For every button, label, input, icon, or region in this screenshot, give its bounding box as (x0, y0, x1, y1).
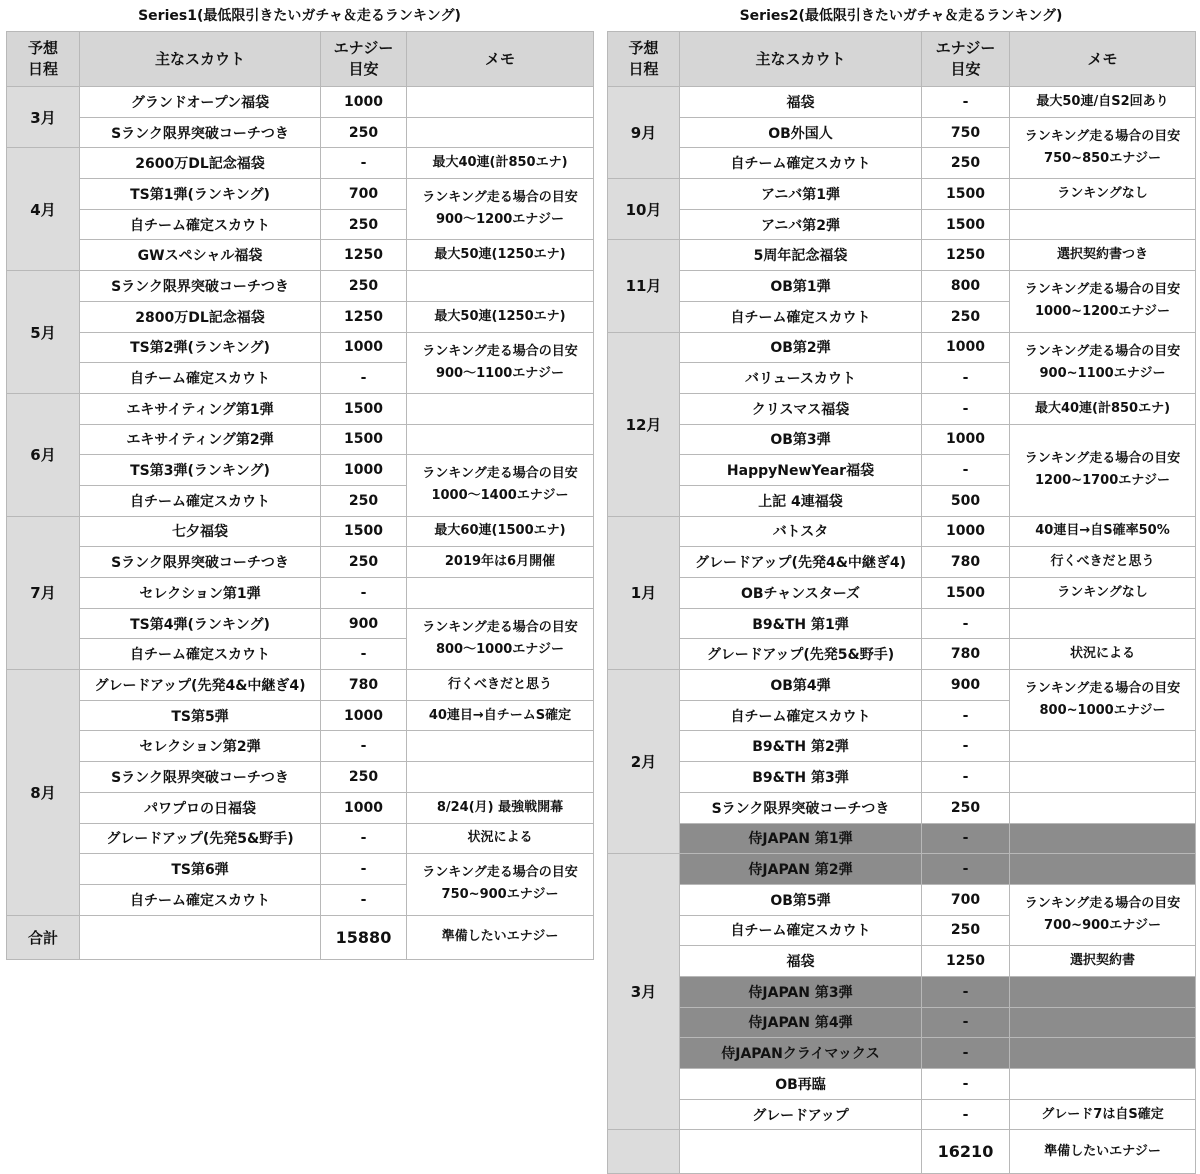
header-energy: エナジー 目安 (922, 32, 1010, 87)
energy-value: - (922, 854, 1010, 885)
month-label: 8月 (7, 670, 80, 916)
energy-value: 250 (922, 915, 1010, 946)
energy-value: 1000 (922, 424, 1010, 455)
memo-cell: グレード7は自S確定 (1010, 1099, 1196, 1130)
energy-value: - (922, 455, 1010, 486)
memo-cell (407, 117, 594, 148)
month-label: 10月 (608, 179, 680, 240)
memo-cell: 選択契約書 (1010, 946, 1196, 977)
table-row (608, 547, 1196, 578)
memo-cell (407, 762, 594, 793)
scout-name: 自チーム確定スカウト (80, 485, 321, 516)
scout-name: 自チーム確定スカウト (80, 363, 321, 394)
total-label: 合計 (7, 915, 80, 959)
scout-name: 自チーム確定スカウト (680, 148, 922, 179)
memo-cell: 状況による (1010, 639, 1196, 670)
energy-value: 750 (922, 117, 1010, 148)
energy-value: 1500 (922, 578, 1010, 609)
scout-name: 上記 4連福袋 (680, 485, 922, 516)
table-row (608, 1099, 1196, 1130)
scout-name: 福袋 (680, 946, 922, 977)
scout-name: OB第5弾 (680, 884, 922, 915)
scout-name: 自チーム確定スカウト (80, 639, 321, 670)
scout-name: OB第3弾 (680, 424, 922, 455)
table-row (608, 578, 1196, 609)
memo-cell: ランキングなし (1010, 179, 1196, 210)
memo-cell: 2019年は6月開催 (407, 547, 594, 578)
energy-value: - (922, 1007, 1010, 1038)
header-energy: エナジー 目安 (321, 32, 407, 87)
scout-name: GWスペシャル福袋 (80, 240, 321, 271)
table-row (7, 332, 594, 363)
header-scout: 主なスカウト (680, 32, 922, 87)
energy-value: - (922, 731, 1010, 762)
memo-cell: ランキング走る場合の目安 800〜1000エナジー (407, 608, 594, 669)
total-memo: 準備したいエナジー (407, 915, 594, 959)
total-label (608, 1130, 680, 1174)
memo-cell: ランキングなし (1010, 578, 1196, 609)
energy-value: - (321, 148, 407, 179)
series2-table (607, 31, 1196, 1174)
scout-name: グレードアップ(先発5&野手) (80, 823, 321, 854)
energy-value: - (922, 762, 1010, 793)
energy-value: 1250 (922, 240, 1010, 271)
memo-cell: ランキング走る場合の目安 750~900エナジー (407, 854, 594, 915)
total-memo: 準備したいエナジー (1010, 1130, 1196, 1174)
scout-name: TS第4弾(ランキング) (80, 608, 321, 639)
table-row (608, 946, 1196, 977)
table-row (7, 578, 594, 609)
scout-name: アニバ第2弾 (680, 209, 922, 240)
energy-value: 1500 (922, 209, 1010, 240)
memo-cell (1010, 823, 1196, 854)
memo-cell (1010, 854, 1196, 885)
energy-value: - (321, 884, 407, 915)
table-row (7, 148, 594, 179)
memo-cell: 最大60連(1500エナ) (407, 516, 594, 547)
memo-cell: 最大40連(計850エナ) (1010, 393, 1196, 424)
memo-cell: 40連目→自チームS確定 (407, 700, 594, 731)
scout-name: セレクション第1弾 (80, 578, 321, 609)
energy-value: 900 (922, 670, 1010, 701)
memo-cell: 8/24(月) 最強戦開幕 (407, 792, 594, 823)
energy-value: 1000 (321, 332, 407, 363)
scout-name: 侍JAPAN 第2弾 (680, 854, 922, 885)
scout-name: バリュースカウト (680, 363, 922, 394)
table-row (608, 516, 1196, 547)
memo-cell: 行くべきだと思う (1010, 547, 1196, 578)
energy-value: - (321, 363, 407, 394)
table-row (608, 393, 1196, 424)
total-blank (80, 915, 321, 959)
scout-name: TS第2弾(ランキング) (80, 332, 321, 363)
table-row (608, 1038, 1196, 1069)
table-row (608, 209, 1196, 240)
scout-name: 自チーム確定スカウト (80, 209, 321, 240)
table-row (608, 639, 1196, 670)
scout-name: パワプロの日福袋 (80, 792, 321, 823)
table-row (608, 823, 1196, 854)
energy-value: - (922, 608, 1010, 639)
energy-value: 700 (321, 179, 407, 210)
memo-cell (407, 271, 594, 302)
table-row (608, 1007, 1196, 1038)
scout-name: 5周年記念福袋 (680, 240, 922, 271)
table-row (7, 608, 594, 639)
table-row (608, 332, 1196, 363)
energy-value: 250 (321, 547, 407, 578)
table-row (7, 117, 594, 148)
energy-value: 250 (321, 762, 407, 793)
table-row (7, 731, 594, 762)
memo-cell: ランキング走る場合の目安 800~1000エナジー (1010, 670, 1196, 731)
memo-cell: 最大50連(1250エナ) (407, 301, 594, 332)
scout-name: OBチャンスターズ (680, 578, 922, 609)
energy-value: 1000 (922, 332, 1010, 363)
scout-name: OB外国人 (680, 117, 922, 148)
table-row (608, 976, 1196, 1007)
memo-cell: 行くべきだと思う (407, 670, 594, 701)
energy-value: - (922, 1038, 1010, 1069)
memo-cell: ランキング走る場合の目安 1200~1700エナジー (1010, 424, 1196, 516)
header-scout: 主なスカウト (80, 32, 321, 87)
scout-name: OB第4弾 (680, 670, 922, 701)
table-row (608, 762, 1196, 793)
scout-name: バトスタ (680, 516, 922, 547)
energy-value: - (321, 854, 407, 885)
memo-cell (407, 424, 594, 455)
memo-cell: ランキング走る場合の目安 900〜1200エナジー (407, 179, 594, 240)
energy-value: 900 (321, 608, 407, 639)
memo-cell (407, 393, 594, 424)
memo-cell (1010, 1069, 1196, 1100)
scout-name: 2600万DL記念福袋 (80, 148, 321, 179)
table-row (608, 271, 1196, 302)
scout-name: 七夕福袋 (80, 516, 321, 547)
month-label: 7月 (7, 516, 80, 669)
energy-value: - (922, 823, 1010, 854)
header-schedule: 予想 日程 (608, 32, 680, 87)
memo-cell: 最大50連(1250エナ) (407, 240, 594, 271)
energy-value: 250 (922, 792, 1010, 823)
table-row (608, 608, 1196, 639)
energy-value: - (922, 1069, 1010, 1100)
month-label: 11月 (608, 240, 680, 332)
energy-value: - (922, 976, 1010, 1007)
series2-caption: Series2(最低限引きたいガチャ＆走るランキング) (739, 8, 1063, 24)
memo-cell (1010, 209, 1196, 240)
energy-value: - (922, 87, 1010, 118)
total-energy: 16210 (922, 1130, 1010, 1174)
energy-value: 250 (922, 301, 1010, 332)
series1-body (7, 87, 594, 960)
scout-name: 自チーム確定スカウト (680, 301, 922, 332)
scout-name: 侍JAPAN 第3弾 (680, 976, 922, 1007)
header-memo: メモ (1010, 32, 1196, 87)
memo-cell: ランキング走る場合の目安 1000〜1400エナジー (407, 455, 594, 516)
scout-name: OB第1弾 (680, 271, 922, 302)
energy-value: 1000 (321, 455, 407, 486)
total-energy: 15880 (321, 915, 407, 959)
energy-value: 1000 (321, 700, 407, 731)
table-row (7, 240, 594, 271)
memo-cell (407, 87, 594, 118)
table-row (7, 516, 594, 547)
memo-cell (1010, 1038, 1196, 1069)
memo-cell (407, 731, 594, 762)
scout-name: セレクション第2弾 (80, 731, 321, 762)
memo-cell (1010, 762, 1196, 793)
table-row (7, 271, 594, 302)
scout-name: アニバ第1弾 (680, 179, 922, 210)
memo-cell: 選択契約書つき (1010, 240, 1196, 271)
memo-cell: ランキング走る場合の目安 1000~1200エナジー (1010, 271, 1196, 332)
energy-value: 1000 (321, 792, 407, 823)
energy-value: - (922, 393, 1010, 424)
energy-value: 1000 (321, 87, 407, 118)
energy-value: - (321, 578, 407, 609)
scout-name: B9&TH 第3弾 (680, 762, 922, 793)
scout-name: TS第1弾(ランキング) (80, 179, 321, 210)
scout-name: 福袋 (680, 87, 922, 118)
scout-name: TS第5弾 (80, 700, 321, 731)
table-row (7, 854, 594, 885)
table-row (7, 393, 594, 424)
energy-value: 250 (321, 271, 407, 302)
scout-name: グランドオープン福袋 (80, 87, 321, 118)
memo-cell: 状況による (407, 823, 594, 854)
table-row (608, 117, 1196, 148)
energy-value: 1250 (321, 301, 407, 332)
table-row (608, 240, 1196, 271)
month-label: 12月 (608, 332, 680, 516)
energy-value: 780 (922, 547, 1010, 578)
memo-cell: ランキング走る場合の目安 900〜1100エナジー (407, 332, 594, 393)
table-row (7, 700, 594, 731)
scout-name: 自チーム確定スカウト (680, 915, 922, 946)
table-row (7, 670, 594, 701)
energy-value: 1500 (321, 424, 407, 455)
scout-name: グレードアップ(先発4&中継ぎ4) (680, 547, 922, 578)
table-row (7, 179, 594, 210)
total-blank (680, 1130, 922, 1174)
scout-name: B9&TH 第2弾 (680, 731, 922, 762)
memo-cell (1010, 976, 1196, 1007)
energy-value: 780 (321, 670, 407, 701)
energy-value: 800 (922, 271, 1010, 302)
series2-panel (607, 0, 1195, 1174)
memo-cell: 最大50連/自S2回あり (1010, 87, 1196, 118)
series2-body (608, 87, 1196, 1174)
month-label: 3月 (608, 854, 680, 1130)
scout-name: Sランク限界突破コーチつき (80, 762, 321, 793)
energy-value: - (321, 639, 407, 670)
table-row (608, 792, 1196, 823)
table-row (608, 424, 1196, 455)
scout-name: TS第3弾(ランキング) (80, 455, 321, 486)
scout-name: OB第2弾 (680, 332, 922, 363)
energy-value: 780 (922, 639, 1010, 670)
energy-value: 250 (922, 148, 1010, 179)
energy-value: 1000 (922, 516, 1010, 547)
scout-name: OB再臨 (680, 1069, 922, 1100)
table-row (7, 792, 594, 823)
table-row (7, 823, 594, 854)
scout-name: 2800万DL記念福袋 (80, 301, 321, 332)
scout-name: Sランク限界突破コーチつき (80, 117, 321, 148)
energy-value: 1500 (321, 393, 407, 424)
energy-value: 1500 (922, 179, 1010, 210)
memo-cell (1010, 1007, 1196, 1038)
table-row (7, 424, 594, 455)
table-row (7, 455, 594, 486)
table-row (608, 670, 1196, 701)
table-row (608, 884, 1196, 915)
table-row (608, 87, 1196, 118)
energy-value: 700 (922, 884, 1010, 915)
scout-name: グレードアップ(先発4&中継ぎ4) (80, 670, 321, 701)
month-label: 9月 (608, 87, 680, 179)
energy-value: 1250 (922, 946, 1010, 977)
table-row (608, 179, 1196, 210)
month-label: 5月 (7, 271, 80, 394)
energy-value: - (321, 823, 407, 854)
header-schedule: 予想 日程 (7, 32, 80, 87)
memo-cell: 最大40連(計850エナ) (407, 148, 594, 179)
scout-name: エキサイティング第1弾 (80, 393, 321, 424)
month-label: 4月 (7, 148, 80, 271)
memo-cell (1010, 731, 1196, 762)
energy-value: 250 (321, 117, 407, 148)
table-row (608, 1069, 1196, 1100)
table-row (7, 87, 594, 118)
table-row (7, 762, 594, 793)
memo-cell: ランキング走る場合の目安 700~900エナジー (1010, 884, 1196, 945)
scout-name: クリスマス福袋 (680, 393, 922, 424)
scout-name: Sランク限界突破コーチつき (80, 547, 321, 578)
scout-name: グレードアップ(先発5&野手) (680, 639, 922, 670)
table-row (7, 547, 594, 578)
total-row (7, 915, 594, 959)
scout-name: 自チーム確定スカウト (80, 884, 321, 915)
scout-name: Sランク限界突破コーチつき (80, 271, 321, 302)
energy-value: 250 (321, 485, 407, 516)
scout-name: エキサイティング第2弾 (80, 424, 321, 455)
scout-name: HappyNewYear福袋 (680, 455, 922, 486)
table-row (7, 301, 594, 332)
energy-value: 500 (922, 485, 1010, 516)
table-row (608, 854, 1196, 885)
scout-name: 自チーム確定スカウト (680, 700, 922, 731)
energy-value: 250 (321, 209, 407, 240)
scout-name: グレードアップ (680, 1099, 922, 1130)
month-label: 6月 (7, 393, 80, 516)
energy-value: - (922, 1099, 1010, 1130)
energy-value: - (321, 731, 407, 762)
series1-panel (6, 0, 593, 960)
month-label: 2月 (608, 670, 680, 854)
memo-cell: ランキング走る場合の目安 750~850エナジー (1010, 117, 1196, 178)
energy-value: 1500 (321, 516, 407, 547)
series1-caption: Series1(最低限引きたいガチャ＆走るランキング) (138, 8, 461, 24)
scout-name: 侍JAPAN 第1弾 (680, 823, 922, 854)
memo-cell (407, 578, 594, 609)
scout-name: TS第6弾 (80, 854, 321, 885)
series1-table (6, 31, 594, 960)
month-label: 3月 (7, 87, 80, 148)
memo-cell: ランキング走る場合の目安 900~1100エナジー (1010, 332, 1196, 393)
memo-cell (1010, 792, 1196, 823)
scout-name: 侍JAPANクライマックス (680, 1038, 922, 1069)
energy-value: - (922, 363, 1010, 394)
header-memo: メモ (407, 32, 594, 87)
energy-value: - (922, 700, 1010, 731)
memo-cell (1010, 608, 1196, 639)
memo-cell: 40連目→自S確率50% (1010, 516, 1196, 547)
total-row (608, 1130, 1196, 1174)
scout-name: 侍JAPAN 第4弾 (680, 1007, 922, 1038)
table-row (608, 731, 1196, 762)
energy-value: 1250 (321, 240, 407, 271)
scout-name: B9&TH 第1弾 (680, 608, 922, 639)
scout-name: Sランク限界突破コーチつき (680, 792, 922, 823)
month-label: 1月 (608, 516, 680, 669)
